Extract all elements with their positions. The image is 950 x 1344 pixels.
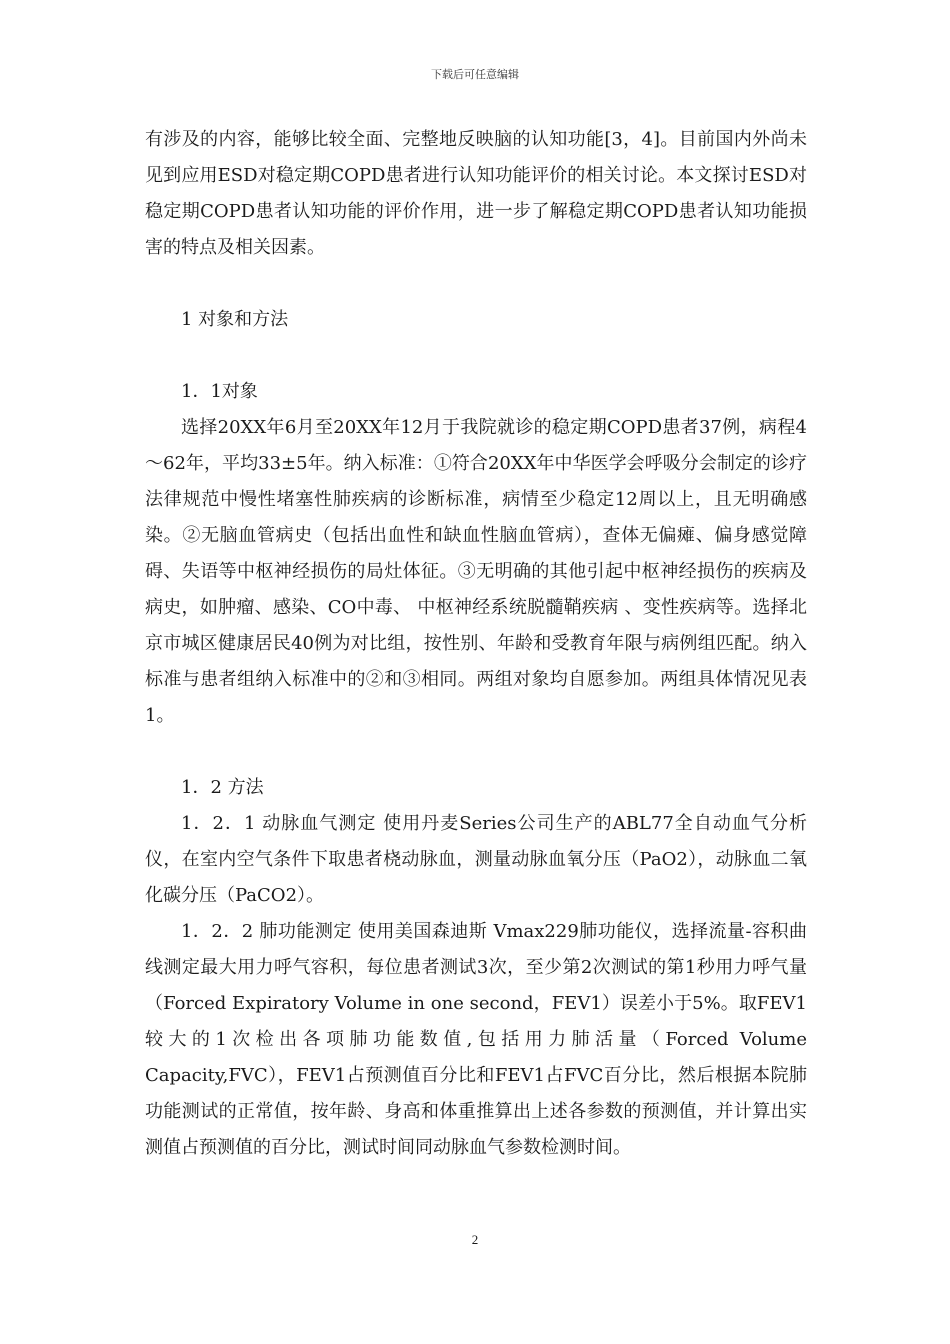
page-number: 2 — [471, 1232, 479, 1247]
paragraph-intro-continued: 有涉及的内容，能够比较全面、完整地反映脑的认知功能[3，4]。目前国内外尚未见到应用ESD对稳定期COPD患者进行认知功能评价的相关讨论。本文探讨ESD对稳定期COPD患者认知功能的评价作用，进一步了解稳定期COPD患者认知功能损害的特点及相关因素。 — [145, 129, 807, 258]
subsection-heading-objects: 1．1对象 — [181, 381, 258, 402]
document-body — [145, 122, 807, 1166]
section-heading-objects-methods: 1 对象和方法 — [181, 309, 289, 330]
paragraph-objects: 选择20XX年6月至20XX年12月于我院就诊的稳定期COPD患者37例，病程4～62年，平均33±5年。纳入标准：①符合20XX年中华医学会呼吸分会制定的诊疗法律规范中慢性堵塞性肺疾病的诊断标准，病情至少稳定12周以上，且无明确感染。②无脑血管病史（包括出血性和缺血性脑血管病），查体无偏瘫、偏身感觉障碍、失语等中枢神经损伤的局灶体征。③无明确的其他引起中枢神经损伤的疾病及病史，如肿瘤、感染、CO中毒、 中枢神经系统脱髓鞘疾病 、变性疾病等。选择北京市城区健康居民40例为对比组，按性别、年龄和受教育年限与病例组匹配。纳入标准与患者组纳入标准中的②和③相同。两组对象均自愿参加。两组具体情况见表1。 — [145, 417, 807, 726]
subsection-heading-methods: 1．2 方法 — [181, 777, 264, 798]
page-header-note: 下载后可任意编辑 — [431, 68, 519, 81]
paragraph-blood-gas: 1．2．1 动脉血气测定 使用丹麦Series公司生产的ABL77全自动血气分析仪，在室内空气条件下取患者桡动脉血，测量动脉血氧分压（PaO2），动脉血二氧化碳分压（PaCO2）。 — [145, 813, 807, 906]
paragraph-lung-function: 1．2．2 肺功能测定 使用美国森迪斯 Vmax229肺功能仪，选择流量-容积曲线测定最大用力呼气容积，每位患者测试3次，至少第2次测试的第1秒用力呼气量（Forced Expiratory Volume in one second，FEV1）误差小于5%。取FEV1较大的1次检出各项肺功能数值,包括用力肺活量（Forced Volume Capacity,FVC），FEV1占预测值百分比和FEV1占FVC百分比，然后根据本院肺功能测试的正常值，按年龄、身高和体重推算出上述各参数的预测值，并计算出实测值占预测值的百分比，测试时间同动脉血气参数检测时间。 — [145, 921, 807, 1158]
